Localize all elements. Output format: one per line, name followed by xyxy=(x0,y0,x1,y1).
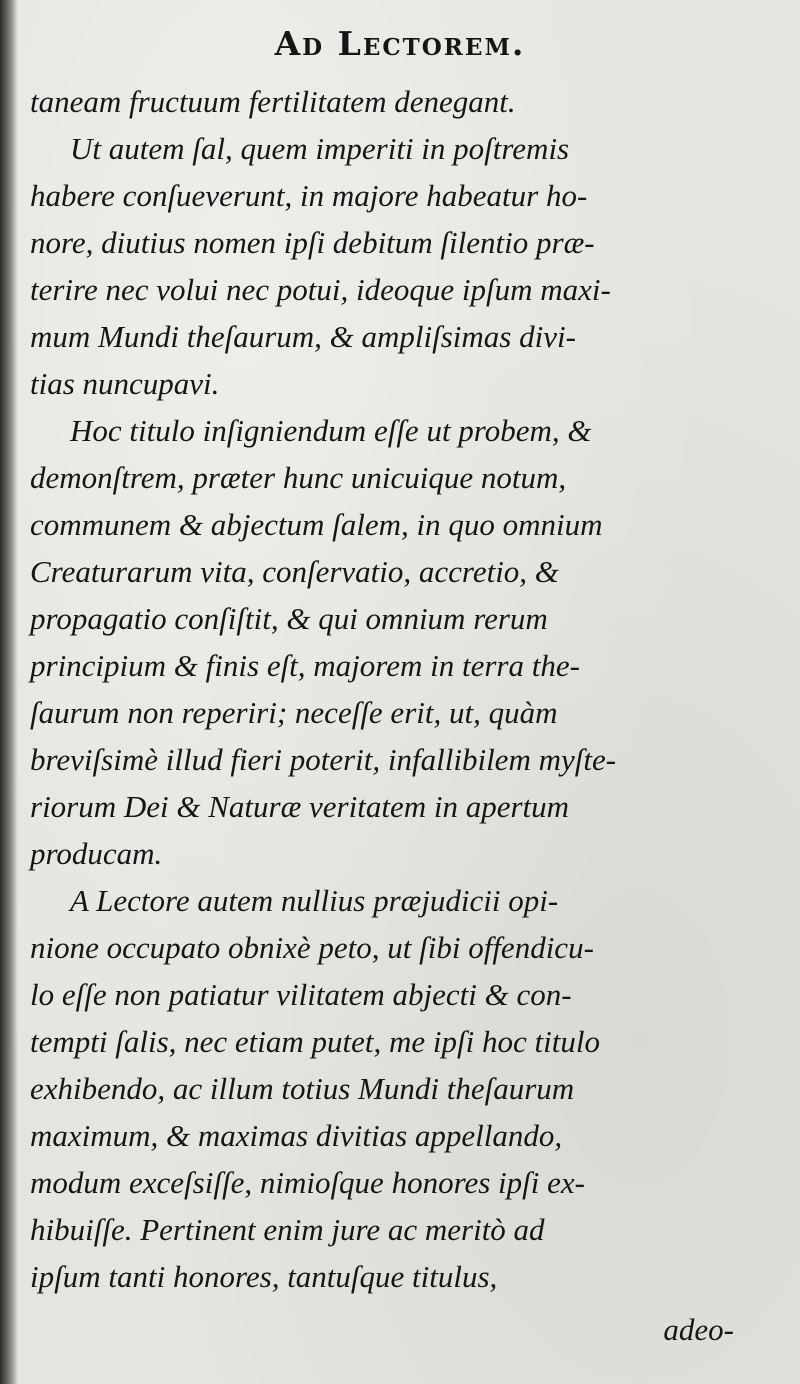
body-text xyxy=(30,78,742,1300)
text-line: nione occupato obnixè peto, ut ſibi offendicu- xyxy=(30,930,594,965)
text-line: principium & finis eſt, majorem in terra the- xyxy=(30,648,580,683)
text-line: exhibendo, ac illum totius Mundi theſaurum xyxy=(30,1071,575,1106)
text-line: ſaurum non reperiri; neceſſe erit, ut, quàm xyxy=(30,695,558,730)
text-line: taneam fructuum fertilitatem denegant. xyxy=(30,84,516,119)
text-line: tempti ſalis, nec etiam putet, me ipſi hoc titulo xyxy=(30,1024,600,1059)
text-line: producam. xyxy=(30,836,163,871)
text-line: propagatio conſiſtit, & qui omnium rerum xyxy=(30,601,548,636)
text-line: Creaturarum vita, conſervatio, accretio, & xyxy=(30,554,559,589)
text-line: modum exceſsiſſe, nimioſque honores ipſi ex- xyxy=(30,1165,585,1200)
text-line: hibuiſſe. Pertinent enim jure ac meritò ad xyxy=(30,1212,545,1247)
running-header: Ad Lectorem. xyxy=(274,24,526,63)
text-line: mum Mundi theſaurum, & ampliſsimas divi- xyxy=(30,319,576,354)
text-line: riorum Dei & Naturæ veritatem in apertum xyxy=(30,789,570,824)
text-line: A Lectore autem nullius præjudicii opi- xyxy=(70,883,559,918)
text-line: Ut autem ſal, quem imperiti in poſtremis xyxy=(70,131,570,166)
text-line: habere conſueverunt, in majore habeatur ho- xyxy=(30,178,588,213)
text-line: maximum, & maximas divitias appellando, xyxy=(30,1118,563,1153)
text-line: communem & abjectum ſalem, in quo omnium xyxy=(30,507,603,542)
text-line: lo eſſe non patiatur vilitatem abjecti & con- xyxy=(30,977,572,1012)
text-line: tias nuncupavi. xyxy=(30,366,220,401)
text-line: terire nec volui nec potui, ideoque ipſum maxi- xyxy=(30,272,611,307)
text-line: Hoc titulo inſigniendum eſſe ut probem, & xyxy=(70,413,592,448)
text-line: ipſum tanti honores, tantuſque titulus, xyxy=(30,1259,498,1294)
catchword: adeo- xyxy=(663,1312,734,1347)
text-line: demonſtrem, præter hunc unicuique notum, xyxy=(30,460,567,495)
text-line: nore, diutius nomen ipſi debitum ſilentio præ- xyxy=(30,225,595,260)
text-line: breviſsimè illud fieri poterit, infallibilem myſte- xyxy=(30,742,617,777)
page-gutter-shadow xyxy=(0,0,18,1384)
